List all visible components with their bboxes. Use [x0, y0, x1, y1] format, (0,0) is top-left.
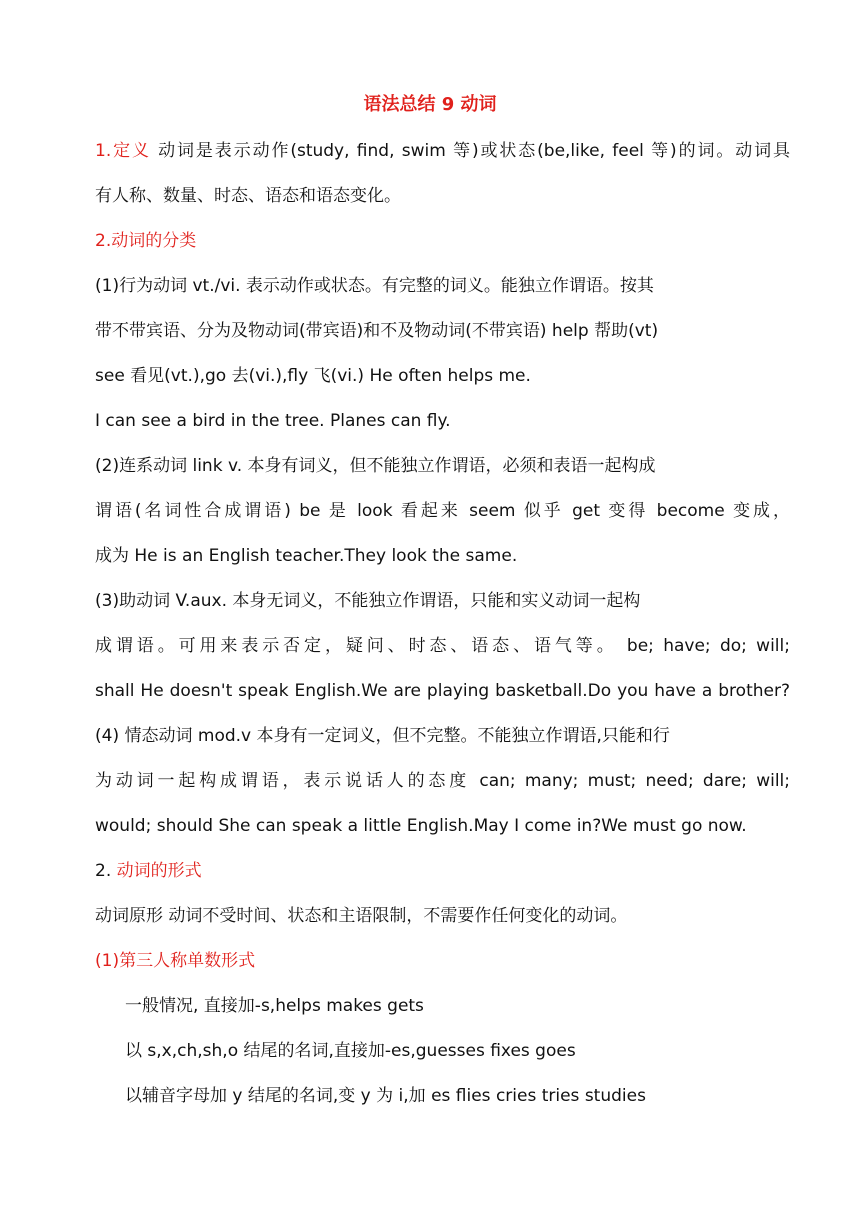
line-text: 带不带宾语、分为及物动词(带宾语)和不及物动词(不带宾语) help 帮助(vt)	[95, 321, 659, 341]
text-line	[95, 139, 790, 163]
text-line	[95, 589, 790, 613]
text-line	[95, 364, 790, 388]
text-line	[95, 904, 790, 928]
heading-label: 动词的形式	[116, 861, 202, 881]
line-text: 成谓语。可用来表示否定，疑问、时态、语态、语气等。 be; have; do; will;	[95, 636, 790, 656]
line-text: (3)助动词 V.aux. 本身无词义，不能独立作谓语，只能和实义动词一起构	[95, 591, 641, 611]
line-text: 动词是表示动作(study, find, swim 等)或状态(be,like, feel 等)的词。动词具	[150, 141, 790, 161]
line-text: 为动词一起构成谓语，表示说话人的态度 can; many; must; need; dare; will;	[95, 771, 790, 791]
line-text: 一般情况, 直接加-s,helps makes gets	[125, 996, 424, 1016]
line-text: 有人称、数量、时态、语态和语态变化。	[95, 186, 401, 206]
text-line	[95, 454, 790, 478]
text-line	[95, 184, 790, 208]
document-title: 语法总结 9 动词	[363, 94, 497, 115]
line-text: 以辅音字母加 y 结尾的名词,变 y 为 i,加 es flies cries tries studies	[125, 1086, 646, 1106]
line-text: (2)连系动词 link v. 本身有词义，但不能独立作谓语，必须和表语一起构成	[95, 456, 656, 476]
text-line	[95, 409, 790, 433]
text-line	[95, 634, 790, 658]
line-text: 以 s,x,ch,sh,o 结尾的名词,直接加-es,guesses fixes goes	[125, 1041, 576, 1061]
text-line	[95, 274, 790, 298]
line-text: shall He doesn't speak English.We are playing basketball.Do you have a brother?	[95, 681, 790, 701]
line-text: (4) 情态动词 mod.v 本身有一定词义，但不完整。不能独立作谓语,只能和行	[95, 726, 670, 746]
heading-label: 2.动词的分类	[95, 231, 197, 251]
text-line	[95, 769, 790, 793]
line-text: see 看见(vt.),go 去(vi.),fly 飞(vi.) He often helps me.	[95, 366, 531, 386]
line-text: would; should She can speak a little English.May I come in?We must go now.	[95, 816, 747, 836]
line-text: 动词原形 动词不受时间、状态和主语限制，不需要作任何变化的动词。	[95, 906, 628, 926]
heading-label: (1)第三人称单数形式	[95, 951, 256, 971]
text-line	[125, 1039, 790, 1063]
text-line	[95, 544, 790, 568]
line-text: I can see a bird in the tree. Planes can fly.	[95, 411, 451, 431]
text-line	[95, 229, 790, 253]
text-line	[95, 679, 790, 703]
line-text: 谓语(名词性合成谓语) be 是 look 看起来 seem 似乎 get 变得 become 变成，	[95, 501, 790, 521]
line-text: (1)行为动词 vt./vi. 表示动作或状态。有完整的词义。能独立作谓语。按其	[95, 276, 654, 296]
text-line	[95, 499, 790, 523]
text-line	[125, 1084, 790, 1108]
text-line	[95, 319, 790, 343]
line-text: 成为 He is an English teacher.They look the same.	[95, 546, 518, 566]
heading-label: 1.定义	[95, 141, 151, 161]
text-line	[95, 814, 790, 838]
heading-number: 2.	[95, 861, 117, 881]
text-line	[95, 724, 790, 748]
text-line	[95, 859, 790, 883]
text-line	[125, 994, 790, 1018]
text-line	[95, 949, 790, 973]
